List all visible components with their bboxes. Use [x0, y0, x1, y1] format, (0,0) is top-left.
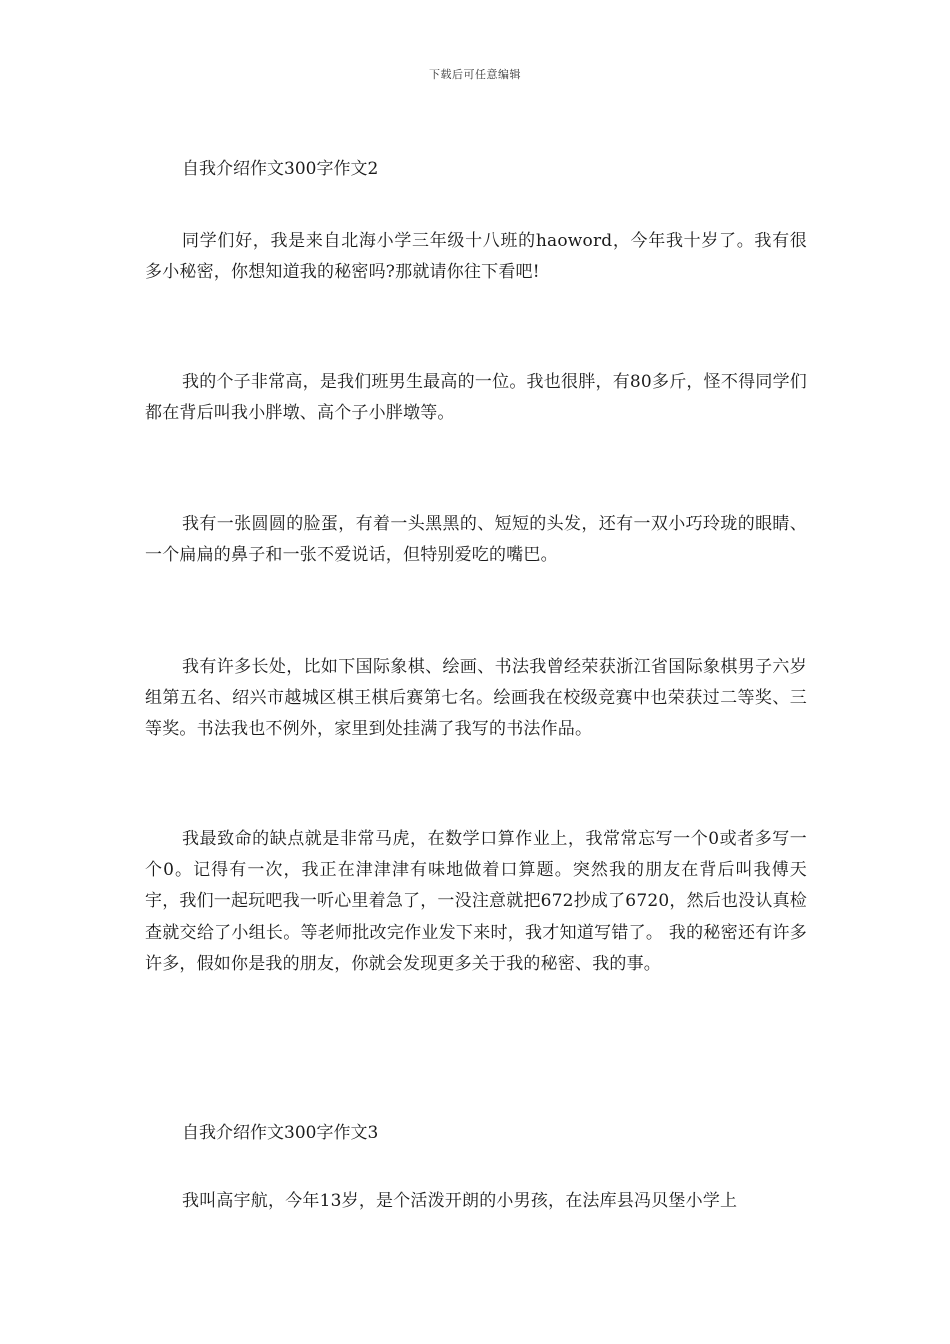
paragraph: 同学们好，我是来自北海小学三年级十八班的haoword，今年我十岁了。我有很多小秘密，你想知道我的秘密吗?那就请你往下看吧! [145, 231, 807, 283]
paragraph: 我有许多长处，比如下国际象棋、绘画、书法我曾经荣获浙江省国际象棋男子六岁组第五名、绍兴市越城区棋王棋后赛第七名。绘画我在校级竞赛中也荣获过二等奖、三等奖。书法我也不例外，家里到处挂满了我写的书法作品。 [145, 657, 807, 740]
paragraph: 我最致命的缺点就是非常马虎，在数学口算作业上，我常常忘写一个0或者多写一个0。记得有一次，我正在津津津有味地做着口算题。突然我的朋友在背后叫我傅天宇，我们一起玩吧我一听心里着急了，一没注意就把672抄成了6720，然后也没认真检查就交给了小组长。等老师批改完作业发下来时，我才知道写错了。 我的秘密还有许多许多，假如你是我的朋友，你就会发现更多关于我的秘密、我的事。 [145, 829, 807, 974]
section-heading: 自我介绍作文300字作文2 [182, 159, 379, 179]
paragraph: 我叫高宇航，今年13岁，是个活泼开朗的小男孩，在法库县冯贝堡小学上 [182, 1191, 738, 1211]
page-header: 下载后可任意编辑 [429, 68, 521, 81]
section-heading: 自我介绍作文300字作文3 [182, 1123, 379, 1143]
paragraph: 我有一张圆圆的脸蛋，有着一头黑黑的、短短的头发，还有一双小巧玲珑的眼睛、一个扁扁的鼻子和一张不爱说话，但特别爱吃的嘴巴。 [145, 514, 807, 566]
paragraph: 我的个子非常高，是我们班男生最高的一位。我也很胖，有80多斤，怪不得同学们都在背后叫我小胖墩、高个子小胖墩等。 [145, 372, 807, 424]
